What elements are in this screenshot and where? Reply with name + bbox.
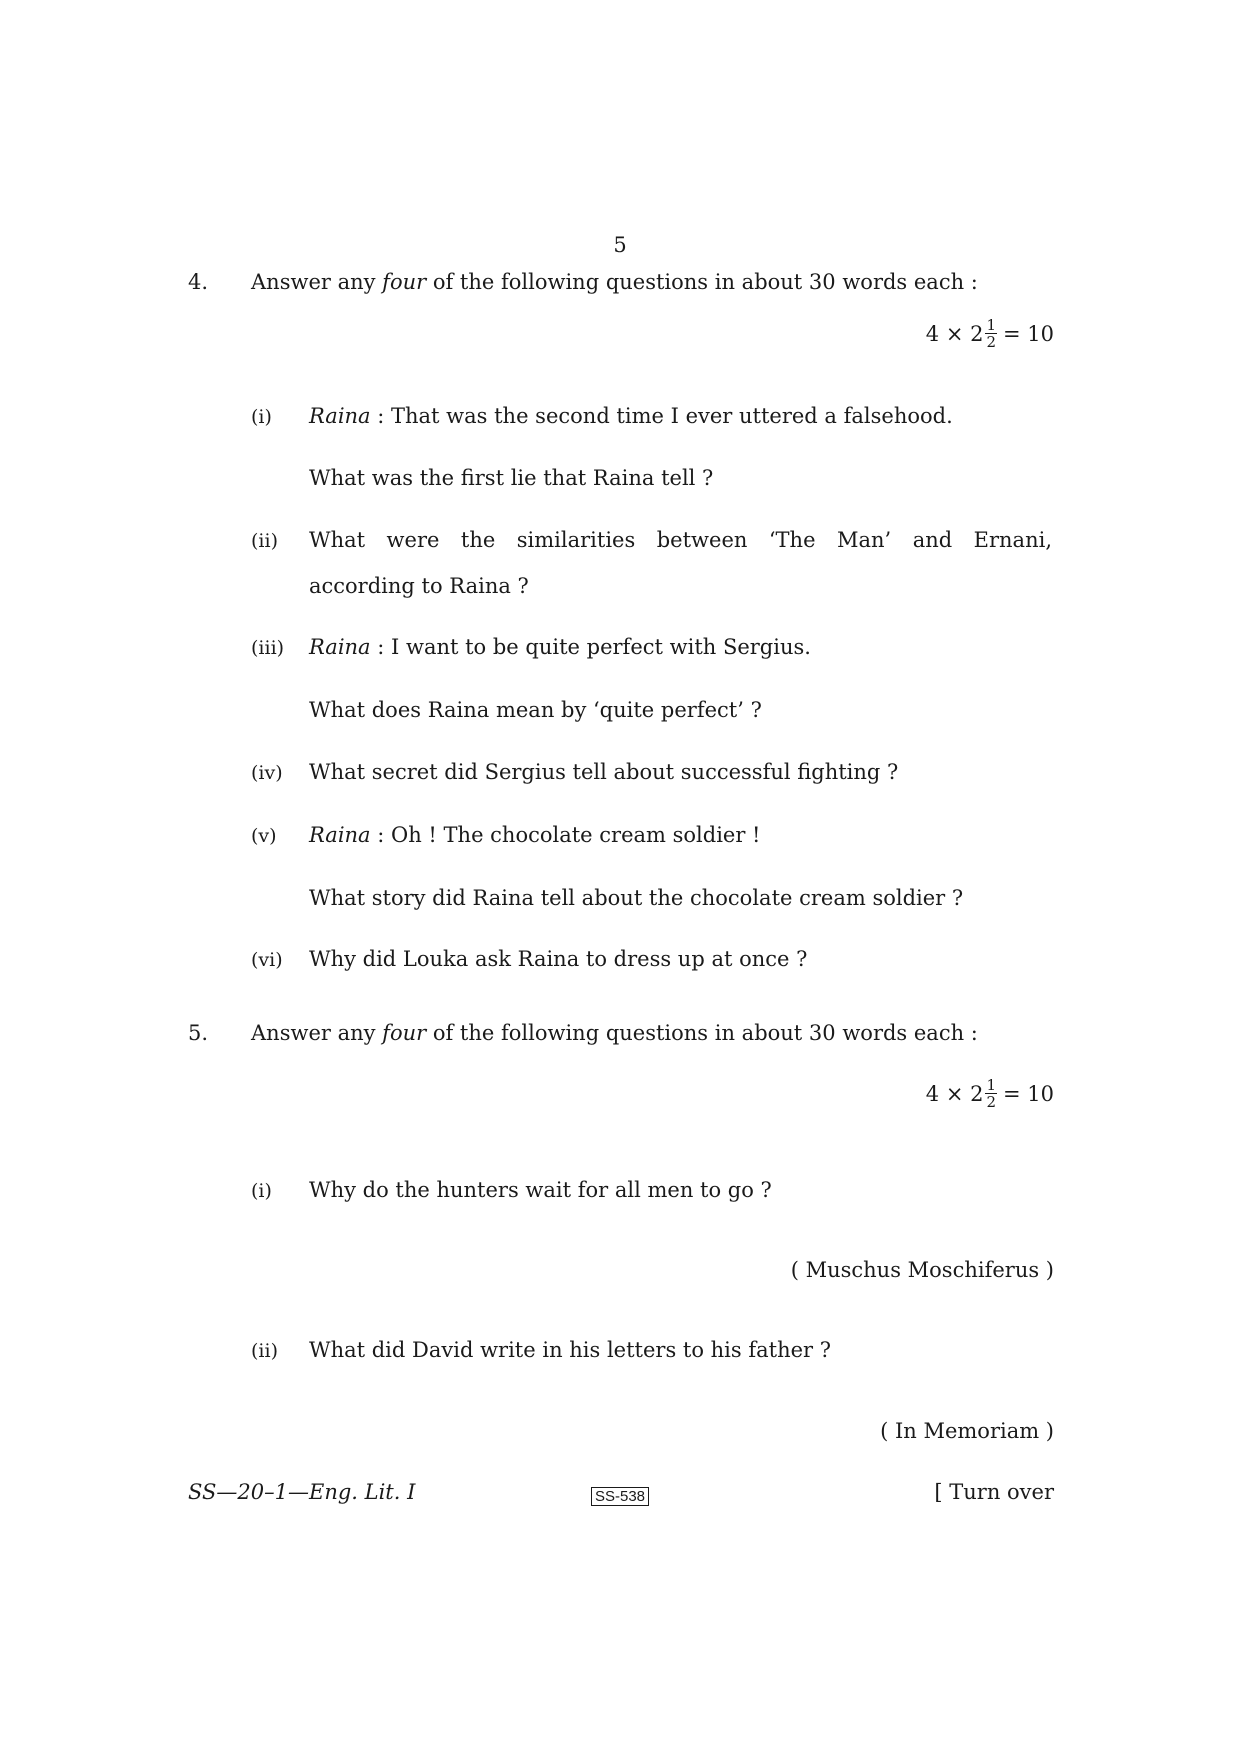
source-reference: ( In Memoriam ) [880, 1419, 1054, 1443]
marks-allocation: 4 × 2 $\frac{1}{2}$ = 10 [925, 316, 1054, 351]
marks-allocation: 4 × 2 $\frac{1}{2}$ = 10 [925, 1076, 1054, 1111]
question-number: 5. [188, 1021, 209, 1045]
question-instruction: Answer any four of the following questions in about 30 words each : [251, 270, 978, 294]
sub-question-quote: Raina : Oh ! The chocolate cream soldier ! [309, 823, 761, 847]
sub-question-text: Why did Louka ask Raina to dress up at once ? [309, 947, 808, 971]
sub-question-number: (ii) [251, 1340, 278, 1362]
sub-question-text: What secret did Sergius tell about successful fighting ? [309, 760, 899, 784]
page-number: 5 [613, 233, 627, 257]
question-instruction: Answer any four of the following questions in about 30 words each : [251, 1021, 978, 1045]
sub-question-text: What was the first lie that Raina tell ? [309, 466, 714, 490]
sub-question-text: What did David write in his letters to his father ? [309, 1338, 832, 1362]
sub-question-number: (iv) [251, 762, 283, 784]
fraction: $\frac{1}{2}$ [986, 316, 996, 351]
sub-question-number: (iii) [251, 637, 285, 659]
sub-question-quote: Raina : I want to be quite perfect with Sergius. [309, 635, 811, 659]
sub-question-number: (v) [251, 825, 277, 847]
sub-question-text: Why do the hunters wait for all men to go ? [309, 1178, 772, 1202]
source-reference: ( Muschus Moschiferus ) [790, 1258, 1054, 1282]
sub-question-text: What story did Raina tell about the chocolate cream soldier ? [309, 886, 964, 910]
sub-question-number: (i) [251, 1180, 272, 1202]
sub-question-quote: Raina : That was the second time I ever uttered a falsehood. [309, 404, 953, 428]
sub-question-number: (i) [251, 406, 272, 428]
sub-question-text-continued: according to Raina ? [309, 574, 529, 598]
sub-question-number: (ii) [251, 530, 278, 552]
turn-over-note: [ Turn over [934, 1480, 1054, 1504]
question-number: 4. [188, 270, 209, 294]
sub-question-text: What does Raina mean by ‘quite perfect’ ? [309, 698, 762, 722]
sub-question-text: What were the similarities between ‘The Man’ and Ernani, [309, 528, 1052, 552]
series-code-box: SS-538 [0, 1482, 1240, 1506]
fraction: $\frac{1}{2}$ [986, 1076, 996, 1111]
paper-code: SS—20–1—Eng. Lit. I [188, 1480, 416, 1504]
sub-question-number: (vi) [251, 949, 283, 971]
